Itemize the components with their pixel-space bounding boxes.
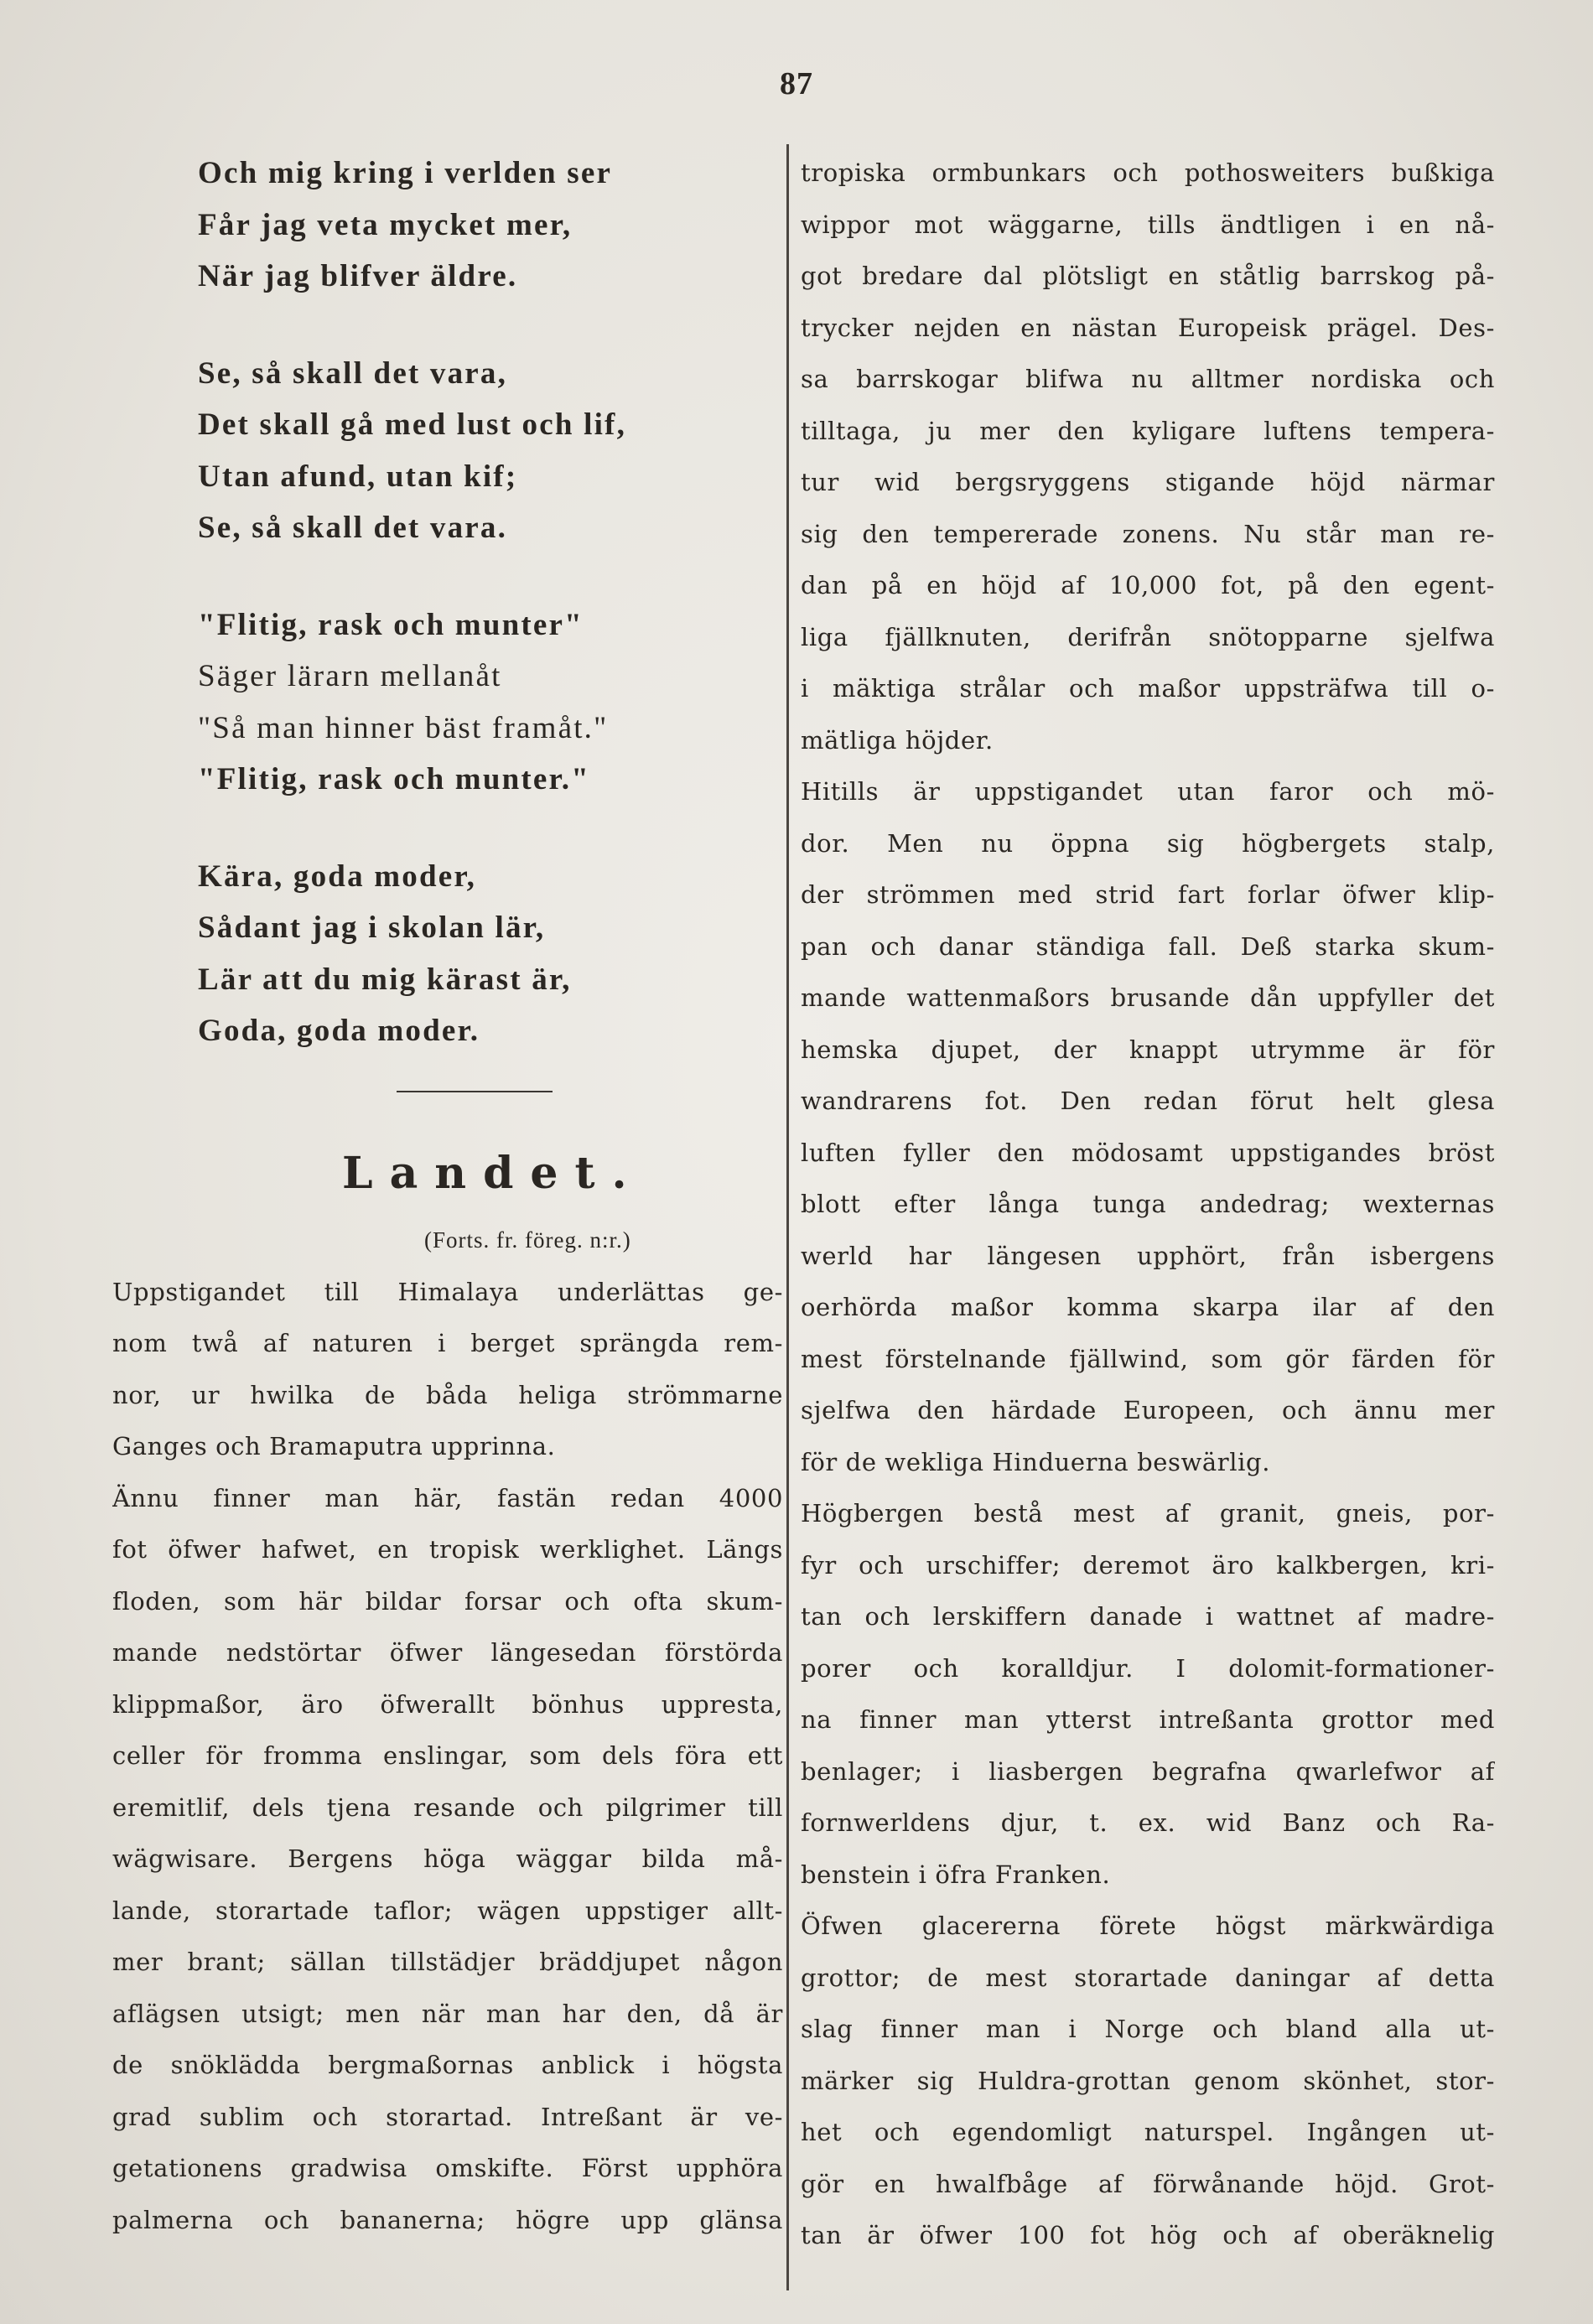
text-line: tan är öfwer 100 fot hög och af oberäknelig: [801, 2221, 1495, 2249]
page-number: 87: [780, 66, 813, 101]
text-line: tan och lerskiffern danade i wattnet af madre-: [801, 1602, 1495, 1631]
text-line: nor, ur hwilka de båda heliga strömmarne: [112, 1380, 783, 1409]
text-line: mätliga höjder.: [801, 725, 994, 755]
text-line: gör en hwalfbåge af förwånande höjd. Grot-: [801, 2169, 1495, 2198]
text-line: porer och koralldjur. I dolomit-formationer-: [801, 1653, 1495, 1683]
poem-stanza-3: [198, 599, 783, 806]
text-line: wandrarens fot. Den redan förut helt glesa: [801, 1087, 1495, 1115]
column-rule: [786, 144, 789, 2290]
text-line: fyr och urschiffer; deremot äro kalkbergen, kri-: [801, 1550, 1495, 1580]
text-line: Högbergen bestå mest af granit, gneis, por-: [801, 1499, 1495, 1528]
verse-line: Får jag veta mycket mer,: [198, 207, 573, 242]
text-line: nom twå af naturen i berget sprängda rem-: [112, 1329, 783, 1357]
text-line: de snöklädda bergmaßornas anblick i högsta: [112, 2051, 783, 2079]
text-line: mer brant; sällan tillstädjer bräddjupet någon: [112, 1948, 783, 1976]
paragraph-2: [801, 766, 1495, 1488]
section-heading: Landet.: [342, 1147, 644, 1199]
text-line: Uppstigandet till Himalaya underlättas ge-: [112, 1277, 783, 1306]
text-line: celler för fromma enslingar, som dels föra ett: [112, 1741, 783, 1770]
verse-line: Se, så skall det vara,: [198, 355, 508, 391]
text-line: na finner man ytterst intreßanta grottor med: [801, 1705, 1495, 1734]
text-line: lande, storartade taflor; wägen uppstiger allt-: [112, 1896, 783, 1925]
text-line: i mäktiga strålar och maßor uppsträfwa till o-: [801, 674, 1495, 703]
text-line: fornwerldens djur, t. ex. wid Banz och Ra-: [801, 1808, 1495, 1837]
text-line: tilltaga, ju mer den kyligare luftens tempera-: [801, 416, 1495, 445]
text-line: sa barrskogar blifwa nu alltmer nordiska och: [801, 365, 1495, 393]
text-line: tropiska ormbunkars och pothosweiters bußkiga: [801, 158, 1495, 187]
text-line: palmerna och bananerna; högre upp glänsa: [112, 2205, 783, 2234]
verse-line: Utan afund, utan kif;: [198, 459, 518, 494]
text-line: eremitlif, dels tjena resande och pilgrimer till: [112, 1792, 783, 1822]
text-line: blott efter långa tunga andedrag; wexternas: [801, 1190, 1495, 1218]
text-line: benlager; i liasbergen begrafna qwarlefwor af: [801, 1756, 1495, 1786]
verse-line: Säger lärarn mellanåt: [198, 659, 502, 693]
verse-line: Sådant jag i skolan lär,: [198, 910, 546, 945]
text-line: grottor; de mest storartade daningar af detta: [801, 1963, 1495, 1992]
left-column: [112, 148, 783, 2246]
text-line: wippor mot wäggarne, tills ändtligen i en nå-: [801, 210, 1495, 239]
poem-stanza-2: [198, 348, 783, 554]
section-divider: [397, 1091, 553, 1092]
verse-line: Goda, goda moder.: [198, 1014, 480, 1048]
text-line: wägwisare. Bergens höga wäggar bilda må-: [112, 1844, 783, 1873]
text-line: för de wekliga Hinduerna beswärlig.: [801, 1447, 1271, 1476]
continuation-note: (Forts. fr. föreg. n:r.): [424, 1227, 631, 1253]
paragraph-3: [801, 1488, 1495, 1901]
text-line: mande wattenmaßors brusande dån uppfyller det: [801, 983, 1495, 1012]
verse-line: Och mig kring i verlden ser: [198, 156, 613, 190]
text-line: sjelfwa den härdade Europeen, och ännu mer: [801, 1396, 1495, 1424]
text-line: sig den tempererade zonens. Nu står man re-: [801, 519, 1495, 548]
right-column: [801, 148, 1495, 2262]
text-line: liga fjällknuten, derifrån snötopparne sjelfwa: [801, 622, 1495, 651]
text-line: klippmaßor, äro öfwerallt bönhus uppresta,: [112, 1689, 783, 1719]
text-line: getationens gradwisa omskifte. Först upphöra: [112, 2154, 783, 2182]
verse-line: Kära, goda moder,: [198, 859, 477, 894]
text-line: luften fyller den mödosamt uppstigandes bröst: [801, 1138, 1495, 1167]
text-line: grad sublim och storartad. Intreßant är ve-: [112, 2102, 783, 2131]
verse-line: "Flitig, rask och munter": [198, 607, 584, 642]
text-line: dor. Men nu öppna sig högbergets stalp,: [801, 828, 1495, 858]
verse-line: Se, så skall det vara.: [198, 511, 508, 545]
text-line: floden, som här bildar forsar och ofta skum-: [112, 1586, 783, 1616]
text-line: oerhörda maßor komma skarpa ilar af den: [801, 1293, 1495, 1321]
text-line: Ganges och Bramaputra upprinna.: [112, 1432, 556, 1460]
text-line: Hitills är uppstigandet utan faror och mö-: [801, 777, 1495, 806]
text-line: pan och danar ständiga fall. Deß starka skum-: [801, 931, 1495, 961]
text-line: hemska djupet, der knappt utrymme är för: [801, 1035, 1495, 1064]
verse-line: Det skall gå med lust och lif,: [198, 407, 627, 442]
text-line: märker sig Huldra-grottan genom skönhet, stor-: [801, 2066, 1495, 2095]
verse-line: "Så man hinner bäst framåt.": [198, 710, 609, 745]
poem-stanza-1: [198, 148, 783, 303]
poem-stanza-4: [198, 851, 783, 1057]
paragraph-4: [801, 1901, 1495, 2262]
text-line: het och egendomligt naturspel. Ingången ut-: [801, 2118, 1495, 2146]
text-line: trycker nejden en nästan Europeisk prägel. Des-: [801, 313, 1495, 342]
verse-line: När jag blifver äldre.: [198, 259, 518, 293]
text-line: aflägsen utsigt; men när man har den, då är: [112, 1999, 783, 2028]
text-line: dan på en höjd af 10,000 fot, på den egent-: [801, 571, 1495, 599]
text-line: der strömmen med strid fart forlar öfwer klip-: [801, 880, 1495, 909]
text-line: Ännu finner man här, fastän redan 4000: [112, 1483, 783, 1512]
verse-line: Lär att du mig kärast är,: [198, 962, 572, 997]
text-line: mande nedstörtar öfwer längesedan förstörda: [112, 1638, 783, 1667]
text-line: got bredare dal plötsligt en ståtlig barrskog på-: [801, 262, 1495, 290]
text-line: Öfwen glacererna förete högst märkwärdiga: [801, 1912, 1495, 1940]
text-line: mest förstelnande fjällwind, som gör färden för: [801, 1344, 1495, 1373]
text-line: werld har längesen upphört, från isbergens: [801, 1241, 1495, 1270]
article-body-left: [112, 1267, 783, 2247]
text-line: fot öfwer hafwet, en tropisk werklighet. Längs: [112, 1535, 783, 1564]
paragraph-1: [801, 148, 1495, 766]
text-line: slag finner man i Norge och bland alla ut-: [801, 2015, 1495, 2043]
verse-line: "Flitig, rask och munter.": [198, 762, 590, 796]
text-line: tur wid bergsryggens stigande höjd närmar: [801, 468, 1495, 496]
text-line: benstein i öfra Franken.: [801, 1860, 1111, 1889]
